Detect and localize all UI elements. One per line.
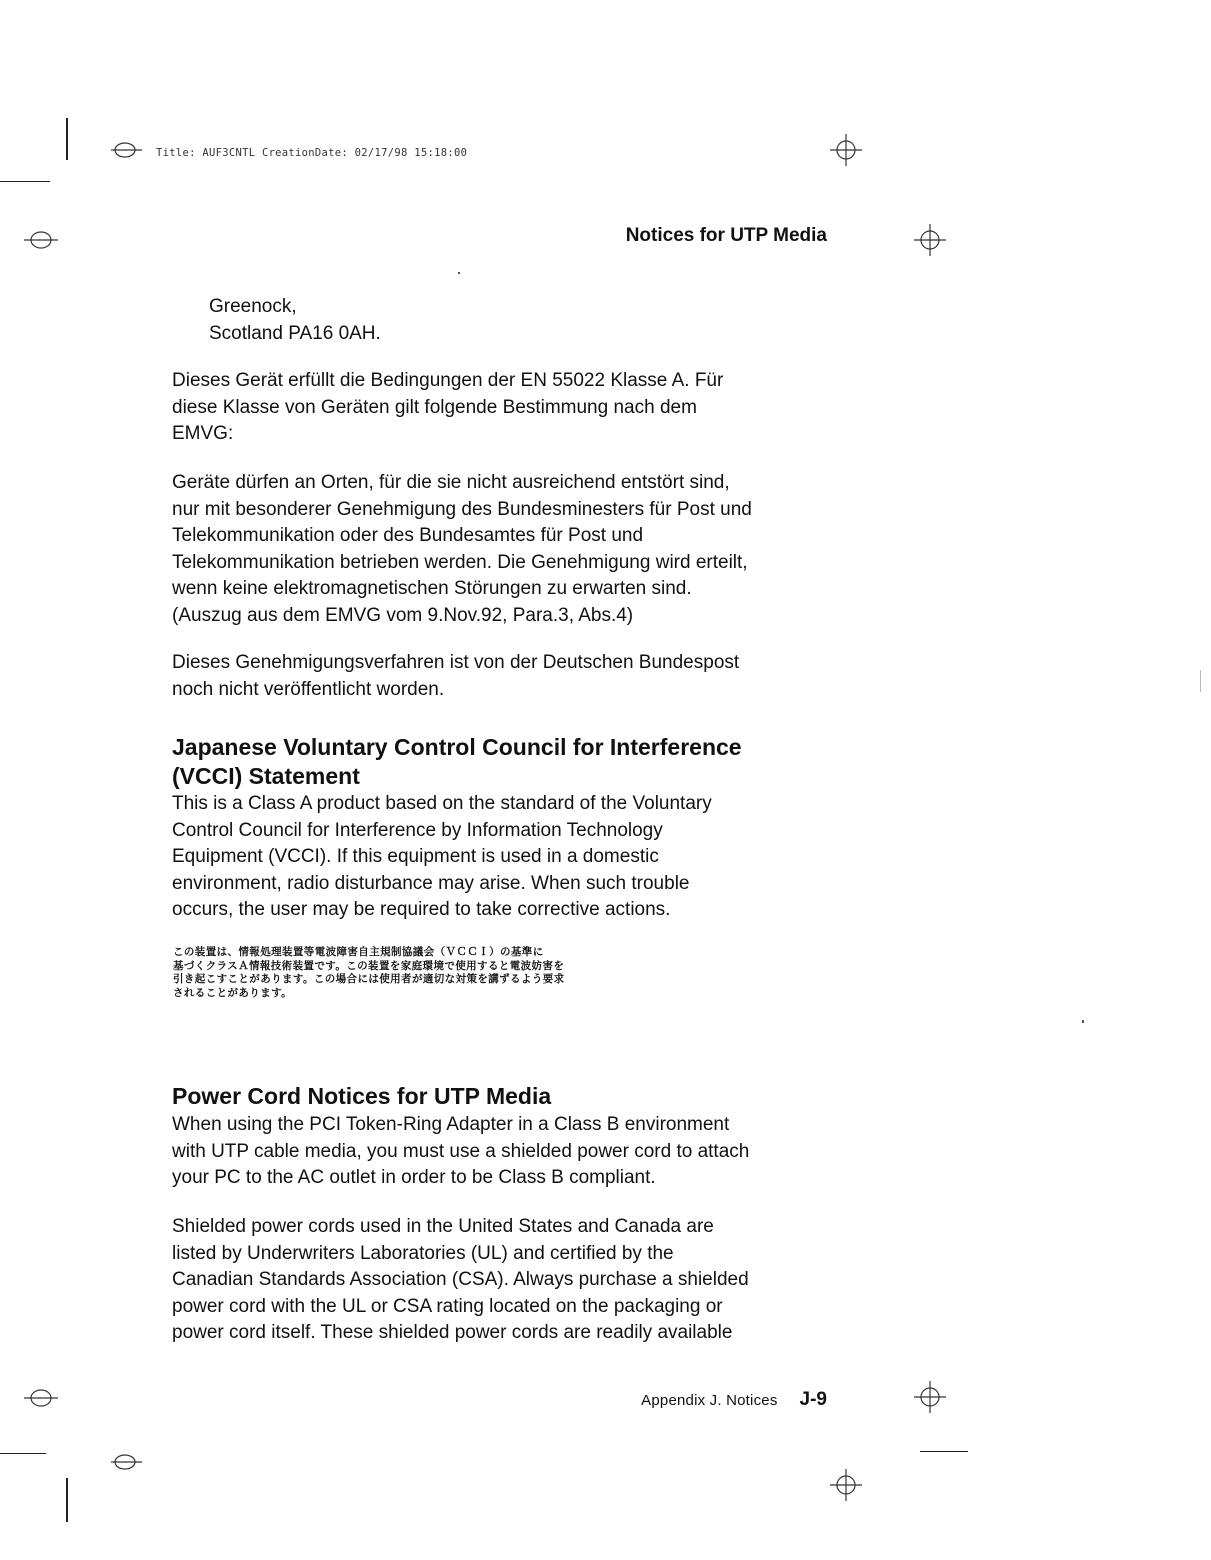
japanese-line: 基づくクラスＡ情報技術装置です。この装置を家庭環境で使用すると電波妨害を <box>173 959 565 972</box>
text-line: diese Klasse von Geräten gilt folgende Bestimmung nach dem <box>172 396 697 418</box>
text-line: wenn keine elektromagnetischen Störungen zu erwarten sind. <box>172 578 692 599</box>
footer-label: Appendix J. Notices <box>641 1392 778 1409</box>
text-line: with UTP cable media, you must use a shielded power cord to attach <box>172 1140 750 1162</box>
scan-speck <box>1082 1020 1084 1023</box>
page-footer <box>560 1389 827 1411</box>
scan-speck <box>1200 670 1201 692</box>
text-line: Geräte dürfen an Orten, für die sie nicht ausreichend entstört sind, <box>172 472 730 493</box>
scan-speck <box>458 272 460 274</box>
text-line: your PC to the AC outlet in order to be Class B compliant. <box>172 1167 656 1188</box>
text-line: Control Council for Interference by Information Technology <box>172 819 663 841</box>
heading-line: Japanese Voluntary Control Council for Interference <box>172 734 742 760</box>
text-line: Canadian Standards Association (CSA). Always purchase a shielded <box>172 1269 749 1290</box>
text-line: Dieses Genehmigungsverfahren ist von der Deutschen Bundespost <box>172 652 740 673</box>
german-paragraph <box>172 368 832 448</box>
text-line: power cord itself. These shielded power cords are readily available <box>172 1322 733 1343</box>
text-line: Telekommunikation oder des Bundesamtes für Post und <box>172 525 644 546</box>
japanese-line: 引き起こすことがあります。この場合には使用者が適切な対策を講ずるよう要求 <box>173 973 565 985</box>
text-line: occurs, the user may be required to take corrective actions. <box>172 899 671 920</box>
registration-mark-icon <box>910 1377 950 1417</box>
text-line: power cord with the UL or CSA rating located on the packaging or <box>172 1295 723 1317</box>
text-line: Telekommunikation betrieben werden. Die Genehmigung wird erteilt, <box>172 551 748 573</box>
power-cord-paragraph <box>172 1214 832 1347</box>
heading-line: (VCCI) Statement <box>172 762 360 789</box>
crop-line <box>66 1478 68 1522</box>
text-line: listed by Underwriters Laboratories (UL) and certified by the <box>172 1242 674 1264</box>
text-line: Equipment (VCCI). If this equipment is used in a domestic <box>172 846 659 867</box>
power-cord-paragraph <box>172 1112 832 1192</box>
registration-mark-icon <box>20 1384 62 1412</box>
registration-mark-icon <box>20 226 62 254</box>
text-line: nur mit besonderer Genehmigung des Bundesminesters für Post und <box>172 498 752 520</box>
section-heading-power-cord: Power Cord Notices for UTP Media <box>172 1083 552 1109</box>
address-line: Greenock, <box>209 296 297 317</box>
address-block <box>209 294 381 347</box>
text-line: This is a Class A product based on the standard of the Voluntary <box>172 793 712 814</box>
german-paragraph <box>172 470 832 629</box>
registration-mark-icon <box>826 1465 866 1505</box>
crop-line <box>0 1453 46 1454</box>
vcci-japanese-statement <box>173 946 713 1000</box>
registration-mark-icon <box>108 1447 148 1477</box>
german-paragraph <box>172 650 832 703</box>
registration-mark-icon <box>826 130 866 170</box>
vcci-paragraph <box>172 791 832 924</box>
text-line: environment, radio disturbance may arise. When such trouble <box>172 872 690 894</box>
registration-mark-icon <box>910 220 950 260</box>
slug-line: Title: AUF3CNTL CreationDate: 02/17/98 15:18:00 <box>156 147 468 159</box>
text-line: (Auszug aus dem EMVG vom 9.Nov.92, Para.3, Abs.4) <box>172 604 634 626</box>
running-head: Notices for UTP Media <box>625 225 827 246</box>
page-number: J-9 <box>799 1389 827 1410</box>
text-line: noch nicht veröffentlicht worden. <box>172 678 445 700</box>
text-line: Shielded power cords used in the United States and Canada are <box>172 1216 714 1237</box>
text-line: When using the PCI Token-Ring Adapter in a Class B environment <box>172 1114 730 1135</box>
section-heading-vcci <box>172 733 832 790</box>
registration-mark-icon <box>108 135 148 165</box>
crop-line <box>66 118 68 160</box>
text-line: Dieses Gerät erfüllt die Bedingungen der EN 55022 Klasse A. Für <box>172 370 724 391</box>
crop-line <box>920 1451 968 1452</box>
address-line: Scotland PA16 0AH. <box>209 322 381 344</box>
japanese-line: されることがあります。 <box>173 986 293 999</box>
text-line: EMVG: <box>172 423 234 444</box>
japanese-line: この装置は、情報処理装置等電波障害自主規制協議会（ＶＣＣＩ）の基準に <box>173 946 544 958</box>
crop-line <box>0 181 50 182</box>
